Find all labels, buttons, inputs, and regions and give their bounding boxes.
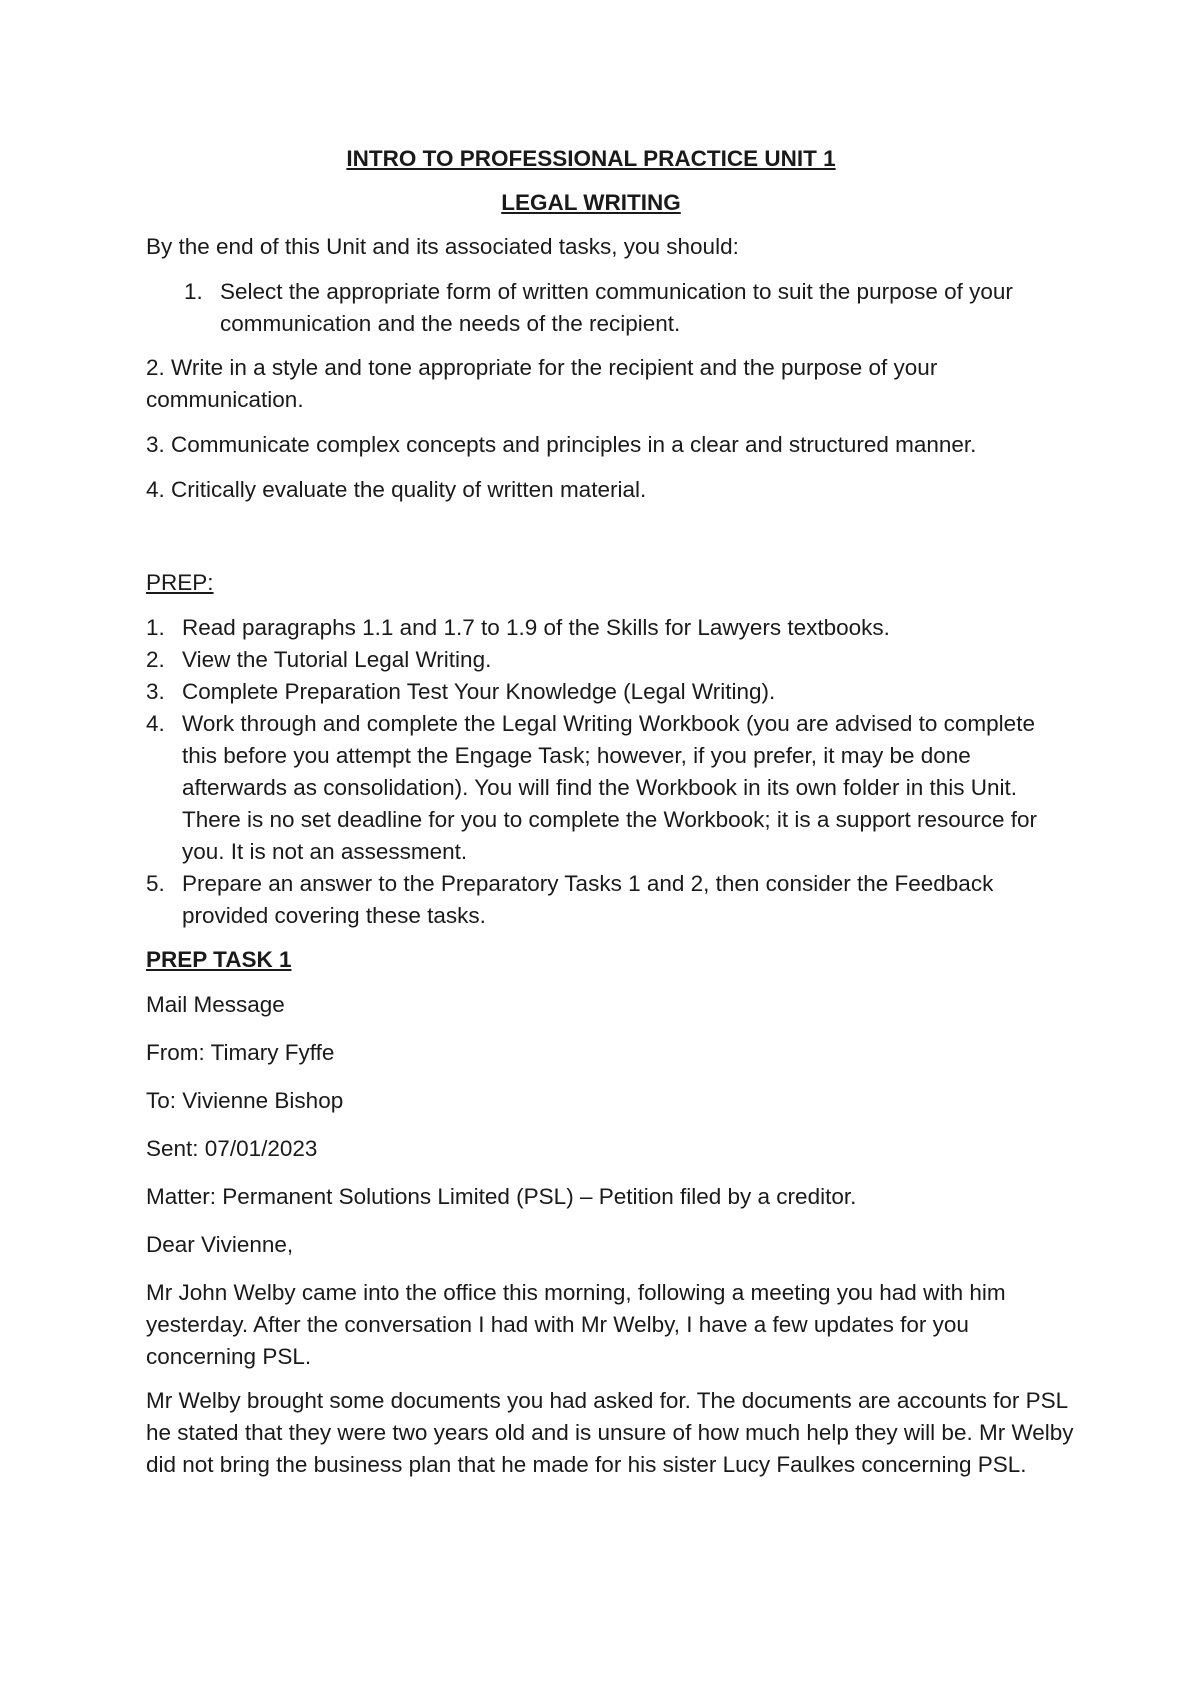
prep-item-number: 2. (146, 647, 165, 672)
document-title: INTRO TO PROFESSIONAL PRACTICE UNIT 1 (346, 146, 836, 171)
prep-task-heading: PREP TASK 1 (146, 947, 292, 972)
outcome-2: 2. Write in a style and tone appropriate for the recipient and the purpose of your communication. (146, 355, 938, 412)
prep-heading: PREP: (146, 570, 214, 595)
intro-text: By the end of this Unit and its associated tasks, you should: (146, 234, 739, 259)
prep-item (146, 676, 1076, 708)
outcome-item (146, 276, 1076, 340)
email-message (146, 989, 1076, 1481)
prep-item (146, 708, 1076, 868)
outcome-4: 4. Critically evaluate the quality of written material. (146, 477, 647, 502)
outcome-3: 3. Communicate complex concepts and principles in a clear and structured manner. (146, 432, 977, 457)
prep-item (146, 644, 1076, 676)
email-paragraph: Mr John Welby came into the office this morning, following a meeting you had with him yesterday. After the conversation I had with Mr Welby, I have a few updates for you concerning PSL. (146, 1280, 1006, 1369)
prep-item-number: 1. (146, 615, 165, 640)
email-paragraph: Mr Welby brought some documents you had asked for. The documents are accounts for PSL he stated that they were two years old and is unsure of how much help they will be. Mr Welby did not bring the business plan that he made for his sister Lucy Faulkes concerning PSL. (146, 1388, 1074, 1477)
prep-item-text: Work through and complete the Legal Writing Workbook (you are advised to complete this before you attempt the Engage Task; however, if you prefer, it may be done afterwards as consolidation). You will find the Workbook in its own folder in this Unit. There is no set deadline for you to complete the Workbook; it is a support resource for you. It is not an assessment. (182, 711, 1038, 864)
email-sent: Sent: 07/01/2023 (146, 1136, 318, 1161)
prep-list (146, 612, 1076, 932)
prep-item-text: Read paragraphs 1.1 and 1.7 to 1.9 of the Skills for Lawyers textbooks. (182, 615, 890, 640)
email-to: To: Vivienne Bishop (146, 1088, 344, 1113)
prep-item-number: 5. (146, 871, 165, 896)
outcome-number: 1. (184, 279, 203, 304)
email-greeting: Dear Vivienne, (146, 1232, 294, 1257)
document-subtitle: LEGAL WRITING (501, 190, 681, 215)
prep-item-number: 3. (146, 679, 165, 704)
email-from: From: Timary Fyffe (146, 1040, 335, 1065)
outcomes-list (146, 276, 1076, 340)
email-matter: Matter: Permanent Solutions Limited (PSL) – Petition filed by a creditor. (146, 1184, 857, 1209)
prep-item-text: View the Tutorial Legal Writing. (182, 647, 492, 672)
prep-item-text: Complete Preparation Test Your Knowledge (Legal Writing). (182, 679, 776, 704)
prep-item-text: Prepare an answer to the Preparatory Tasks 1 and 2, then consider the Feedback provided covering these tasks. (182, 871, 994, 928)
prep-item (146, 612, 1076, 644)
outcome-text: Select the appropriate form of written communication to suit the purpose of your communication and the needs of the recipient. (220, 279, 1013, 336)
document-page (146, 143, 1076, 1493)
prep-item-number: 4. (146, 711, 165, 736)
prep-item (146, 868, 1076, 932)
email-type: Mail Message (146, 992, 285, 1017)
spacer (146, 519, 1076, 567)
